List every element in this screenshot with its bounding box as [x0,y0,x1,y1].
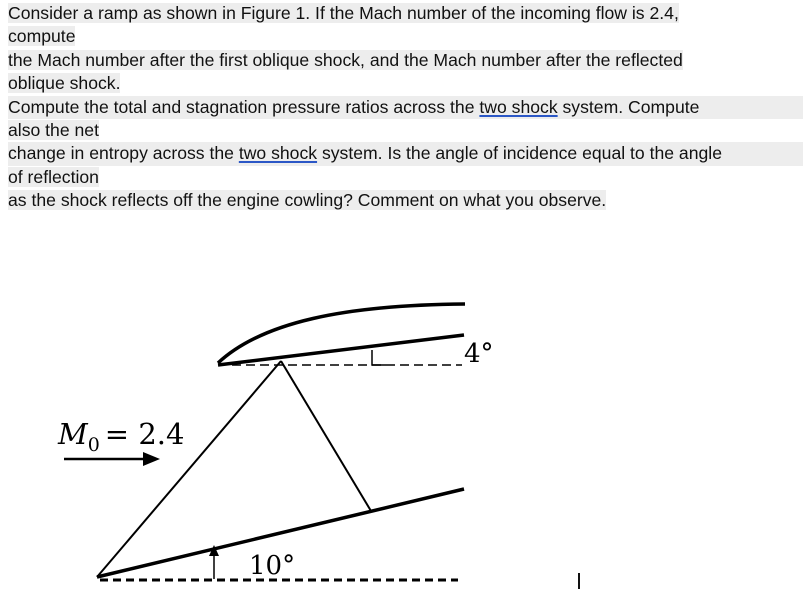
cowl-angle-marker [372,350,386,365]
cowl-upper-surface [218,304,465,363]
text-line-1: Consider a ramp as shown in Figure 1. If the Mach number of the incoming flow is 2.4, [8,3,679,23]
two-shock-link[interactable]: two shock [479,96,558,117]
text-line-4: oblique shock. [8,73,121,94]
cowl-angle-label: 4° [464,339,494,369]
text-cursor [578,573,580,589]
text-line-2: compute [8,26,76,47]
reflected-shock [281,361,371,511]
text-line-6: also the net [8,120,99,141]
freestream-arrowhead [143,452,160,466]
ramp-angle-label: 10° [249,551,296,581]
text-line-3: the Mach number after the first oblique shock, and the Mach number after the reflected [8,49,683,70]
text-line-9: as the shock reflects off the engine cowling? Comment on what you observe. [8,190,607,211]
first-oblique-shock [97,361,281,577]
mach-number-label: $M_0 = 2.4$ [58,417,185,456]
text-line-5: Compute the total and stagnation pressure ratios across the two shock system. Compute [8,96,803,119]
text-line-8: of reflection [8,166,99,187]
text-line-7: change in entropy across the two shock system. Is the angle of incidence equal to the angle [8,142,803,165]
two-shock-link-2[interactable]: two shock [238,143,318,164]
